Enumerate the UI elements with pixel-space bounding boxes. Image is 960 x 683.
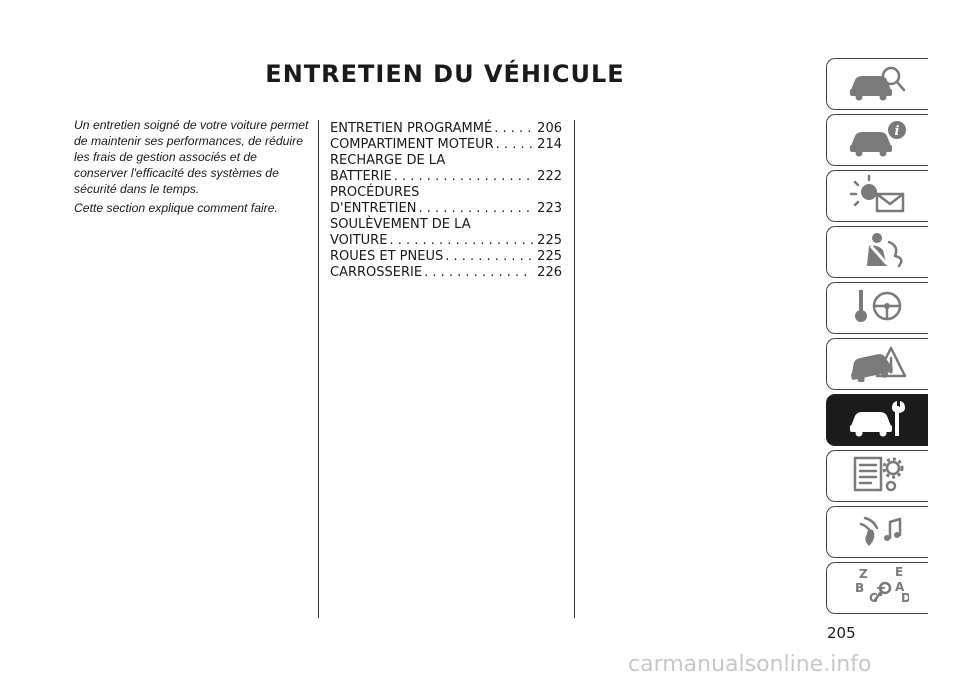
toc-entry-label: COMPARTIMENT MOTEUR bbox=[330, 137, 494, 152]
chapter-tab[interactable] bbox=[826, 170, 928, 222]
toc-entry-label: ENTRETIEN PROGRAMMÉ bbox=[330, 121, 493, 136]
toc-entry[interactable] bbox=[330, 265, 562, 281]
toc-leader-dots bbox=[494, 137, 534, 153]
toc-leader-dots bbox=[416, 201, 533, 217]
toc-entry-line bbox=[330, 137, 562, 153]
car-search-icon bbox=[847, 62, 909, 107]
toc-entry-label: VOITURE bbox=[330, 233, 388, 248]
svg-text:T: T bbox=[876, 584, 885, 599]
toc-entry-line bbox=[330, 265, 562, 281]
toc-leader-dots bbox=[422, 265, 533, 281]
toc-entry-label: PROCÉDURES bbox=[330, 185, 420, 200]
key-steering-wheel-icon bbox=[847, 286, 909, 331]
toc-leader-dots bbox=[392, 169, 533, 185]
toc-entry[interactable] bbox=[330, 249, 562, 265]
toc-page-number: 222 bbox=[537, 169, 562, 184]
toc-entry-line bbox=[330, 169, 562, 185]
svg-text:E: E bbox=[894, 565, 903, 579]
svg-text:B: B bbox=[854, 580, 864, 595]
toc-entry[interactable] bbox=[330, 217, 562, 249]
toc-leader-dots bbox=[492, 121, 533, 137]
toc-page-number: 225 bbox=[537, 249, 562, 264]
toc-entry[interactable] bbox=[330, 137, 562, 153]
toc-page-number: 206 bbox=[537, 121, 562, 136]
seat-belt-airbag-icon bbox=[847, 230, 909, 275]
watermark: carmanualsonline.info bbox=[628, 652, 872, 677]
chapter-tab[interactable] bbox=[826, 114, 928, 166]
document-gear-icon bbox=[847, 454, 909, 499]
toc-entry-line bbox=[330, 121, 562, 137]
car-warning-triangle-icon bbox=[847, 342, 909, 387]
chapter-tab[interactable] bbox=[826, 338, 928, 390]
svg-text:C: C bbox=[868, 590, 878, 605]
svg-text:D: D bbox=[900, 590, 909, 605]
toc-entry-line bbox=[330, 233, 562, 249]
column-divider bbox=[574, 120, 575, 618]
svg-text:i: i bbox=[894, 123, 899, 139]
intro-paragraph: Un entretien soigné de votre voiture permet de maintenir ses performances, de réduire les frais de gestion associés et de conserver l'efficacité des systèmes de sécurité dans le temps. bbox=[74, 118, 309, 196]
toc-entry-label: RECHARGE DE LA bbox=[330, 153, 446, 168]
column-divider bbox=[318, 120, 319, 618]
toc-entry-label: BATTERIE bbox=[330, 169, 392, 184]
toc-page-number: 226 bbox=[537, 265, 562, 280]
chapter-tab[interactable] bbox=[826, 282, 928, 334]
toc-entry-line bbox=[330, 201, 562, 217]
toc-page-number: 225 bbox=[537, 233, 562, 248]
toc-entry-label: CARROSSERIE bbox=[330, 265, 423, 280]
intro-text bbox=[74, 117, 312, 219]
multimedia-icon bbox=[847, 510, 909, 555]
toc-entry-line bbox=[330, 249, 562, 265]
svg-text:A: A bbox=[894, 579, 904, 594]
toc-entry-label: D'ENTRETIEN bbox=[330, 201, 417, 216]
chapter-tab[interactable] bbox=[826, 226, 928, 278]
intro-paragraph: Cette section explique comment faire. bbox=[74, 201, 278, 215]
toc-entry-label: SOULÈVEMENT DE LA bbox=[330, 217, 471, 232]
toc-leader-dots bbox=[387, 233, 533, 249]
chapter-tab[interactable] bbox=[826, 506, 928, 558]
chapter-tab[interactable] bbox=[826, 394, 928, 446]
toc-page-number: 214 bbox=[537, 137, 562, 152]
section-title: ENTRETIEN DU VÉHICULE bbox=[265, 60, 625, 88]
warning-light-message-icon bbox=[847, 174, 909, 219]
chapter-tab[interactable] bbox=[826, 562, 928, 614]
toc-page-number: 223 bbox=[537, 201, 562, 216]
toc-entry-label: ROUES ET PNEUS bbox=[330, 249, 444, 264]
toc-leader-dots bbox=[443, 249, 533, 265]
page-number: 205 bbox=[827, 624, 856, 642]
toc-entry[interactable] bbox=[330, 153, 562, 185]
chapter-tab[interactable] bbox=[826, 58, 928, 110]
svg-text:Z: Z bbox=[858, 566, 868, 581]
toc-entry[interactable] bbox=[330, 185, 562, 217]
car-wrench-icon bbox=[847, 398, 909, 443]
toc-entry[interactable] bbox=[330, 121, 562, 137]
table-of-contents bbox=[330, 121, 562, 281]
alphabetical-index-icon bbox=[847, 566, 909, 611]
chapter-tab[interactable] bbox=[826, 450, 928, 502]
car-info-icon bbox=[847, 118, 909, 163]
